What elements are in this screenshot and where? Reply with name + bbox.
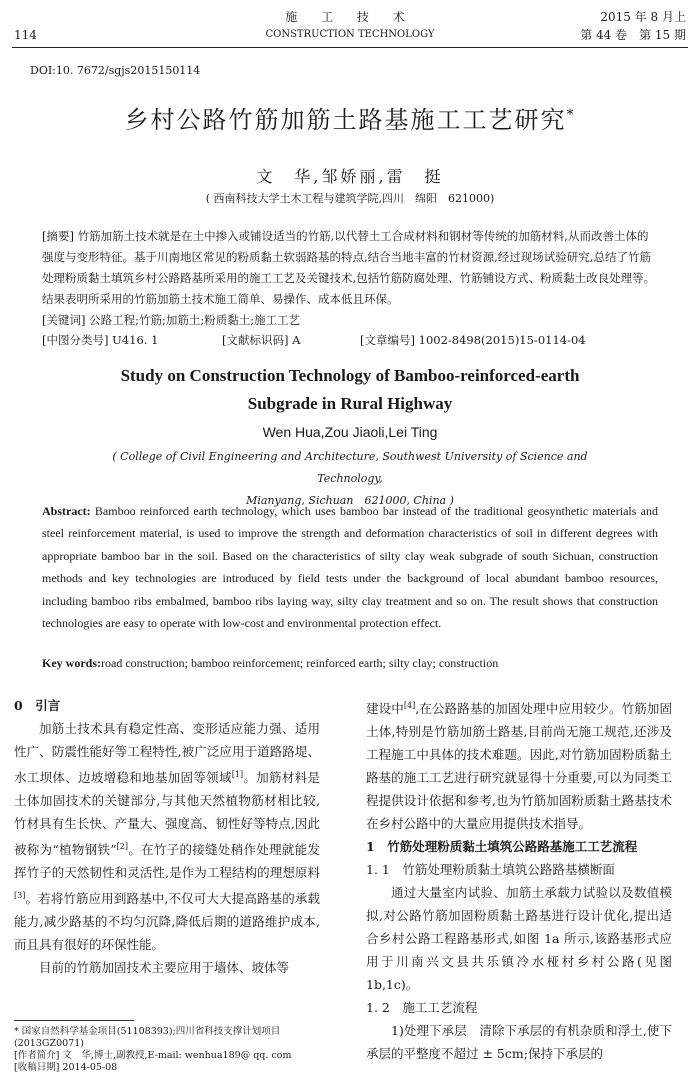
authors-en: Wen Hua,Zou Jiaoli,Lei Ting [262, 424, 438, 440]
title-footnote-mark: * [566, 107, 576, 123]
paragraph: 加筋土技术具有稳定性高、变形适应能力强、适用性广、防震性能好等工程特性,被广泛应用于道路路堤、水工坝体、边坡增稳和地基加固等领域[1]。加筋材料是土体加固技术的关键部分,与其他天然植物筋材相比较,竹材具有生长快、产量大、强度高、韧性好等特点,因此被称为“植物钢铁”[2]。在竹子的接缝处稍作处理就能发挥竹子的天然韧性和灵活性,是作为工程结构的理想原料[3]。若将竹筋应用到路基中,不仅可大大提高路基的承载能力,减少路基的不均匀沉降,降低后期的道路维护成本,而且具有很好的环保性能。 [14, 721, 320, 953]
document-code: [文献标识码] A [222, 333, 301, 347]
abstract-en-label: Abstract: [42, 504, 91, 518]
doi[interactable]: DOI:10. 7672/sgjs2015150114 [30, 64, 201, 77]
paper-title-en [60, 362, 640, 418]
footnotes [14, 1026, 334, 1074]
subsection-heading-1-1: 1. 1 竹筋处理粉质黏土填筑公路路基横断面 [366, 862, 615, 878]
body-right-column [366, 694, 672, 1065]
section-heading-introduction: 0 引言 [14, 698, 61, 713]
keywords-cn [42, 310, 658, 331]
journal-name-en: CONSTRUCTION TECHNOLOGY [265, 29, 435, 40]
clc-number: [中图分类号] U416. 1 [42, 333, 159, 347]
keywords-en [42, 656, 498, 671]
paragraph: 1)处理下承层 清除下承层的有机杂质和浮土,使下承层的平整度不超过 ± 5cm;保持下承层的 [366, 1023, 672, 1062]
keywords-cn-label: [关键词] [42, 313, 86, 327]
abstract-cn-text: 竹筋加筋土技术就是在土中掺入或铺设适当的竹筋,以代替土工合成材料和钢材等传统的加筋材料,从而改善土体的强度与变形特征。基于川南地区常见的粉质黏土软弱路基的特点,结合当地丰富的竹材资源,经过现场试验研究,总结了竹筋处理粉质黏土填筑乡村公路路基所采用的施工工艺及关键技术,包括竹筋防腐处理、竹筋铺设方式、粉质黏土改良处理等。结果表明所采用的竹筋加筋土技术施工简单、易操作、成本低且环保。 [42, 229, 656, 306]
journal-name-cn: 施 工 技 术 [285, 10, 415, 24]
abstract-cn [42, 226, 658, 310]
body-left-column [14, 694, 320, 979]
citation-link[interactable]: [4] [403, 701, 416, 710]
title-en-line2: Subgrade in Rural Highway [247, 394, 453, 413]
citation-link[interactable]: [2] [116, 842, 129, 852]
footnote-rule [14, 1020, 134, 1021]
section-heading-1: 1 竹筋处理粉质黏土填筑公路路基施工工艺流程 [366, 839, 638, 855]
volume-issue: 第 44 卷 第 15 期 [580, 28, 686, 42]
citation-link[interactable]: [3] [14, 891, 26, 901]
issue-date: 2015 年 8 月上 [600, 10, 686, 24]
paragraph: 通过大量室内试验、加筋土承载力试验以及数值模拟,对公路竹筋加固粉质黏土路基进行设计优化,提出适合乡村公路工程路基形式,如图 1a 所示,该路基形式应用于川南兴文县共乐镇冷水桠村乡村公路(见图 1b,1c)。 [366, 885, 672, 993]
keywords-cn-text: 公路工程;竹筋;加筋土;粉质黏土;施工工艺 [89, 313, 301, 327]
footnote-funding: * 国家自然科学基金项目(51108393);四川省科技支撑计划项目(2013GZ0071) [14, 1026, 281, 1049]
abstract-en-text: Bamboo reinforced earth technology, which uses bamboo bar instead of the traditional geosynthetic materials and steel reinforcement material, is used to improve the strength and deformation characteristics of soil in different degrees with appropriate bamboo bar in the soil. Based on the characteristics of silty clay weak subgrade of south Sichuan, construction methods and key technologies are introduced by field tests under the background of local abundant bamboo resources, including bamboo ribs embalmed, bamboo ribs laying way, silty clay treatment and so on. The result shows that construction technologies are easy to operate with low-cost and environmental protection effect. [42, 504, 658, 631]
footnote-received: [收稿日期] 2014-05-08 [14, 1062, 118, 1073]
keywords-en-label: Key words: [42, 656, 101, 670]
citation-link[interactable]: [1] [231, 770, 244, 779]
title-text: 乡村公路竹筋加筋土路基施工工艺研究 [124, 106, 567, 134]
page-number: 114 [14, 28, 37, 42]
issue-info [580, 8, 686, 44]
keywords-en-text: road construction; bamboo reinforcement; reinforced earth; silty clay; construction [101, 656, 499, 670]
journal-header [250, 8, 450, 44]
header-rule [12, 47, 688, 48]
paragraph: 建设中[4],在公路路基的加固处理中应用较少。竹筋加固土体,特别是竹筋加筋土路基,目前尚无施工规范,还涉及工程施工中具体的技术难题。因此,对竹筋加固粉质黏土路基的施工工艺进行研究就显得十分重要,可以为同类工程提供设计依据和参考,也为竹筋加固粉质黏土路基技术在乡村公路中的大量应用提供技术指导。 [366, 701, 672, 832]
authors-cn: 文 华,邹娇丽,雷 挺 [256, 167, 444, 186]
title-en-line1: Study on Construction Technology of Bamboo-reinforced-earth [120, 366, 580, 385]
subsection-heading-1-2: 1. 2 施工工艺流程 [366, 1000, 478, 1016]
abstract-en [42, 500, 658, 634]
abstract-cn-label: [摘要] [42, 229, 74, 243]
affiliation-en-line2: Mianyang, Sichuan 621000, China ) [246, 494, 454, 507]
paragraph: 目前的竹筋加固技术主要应用于墙体、坡体等 [39, 960, 290, 976]
paper-title-cn [0, 100, 700, 135]
footnote-author: [作者简介] 文 华,博士,副教授,E-mail: wenhua189@ qq. com [14, 1050, 292, 1061]
article-number: [文章编号] 1002-8498(2015)15-0114-04 [360, 333, 586, 347]
affiliation-cn: ( 西南科技大学土木工程与建筑学院,四川 绵阳 621000) [205, 192, 495, 205]
affiliation-en-line1: ( College of Civil Engineering and Architecture, Southwest University of Science and Technology, [112, 450, 588, 485]
